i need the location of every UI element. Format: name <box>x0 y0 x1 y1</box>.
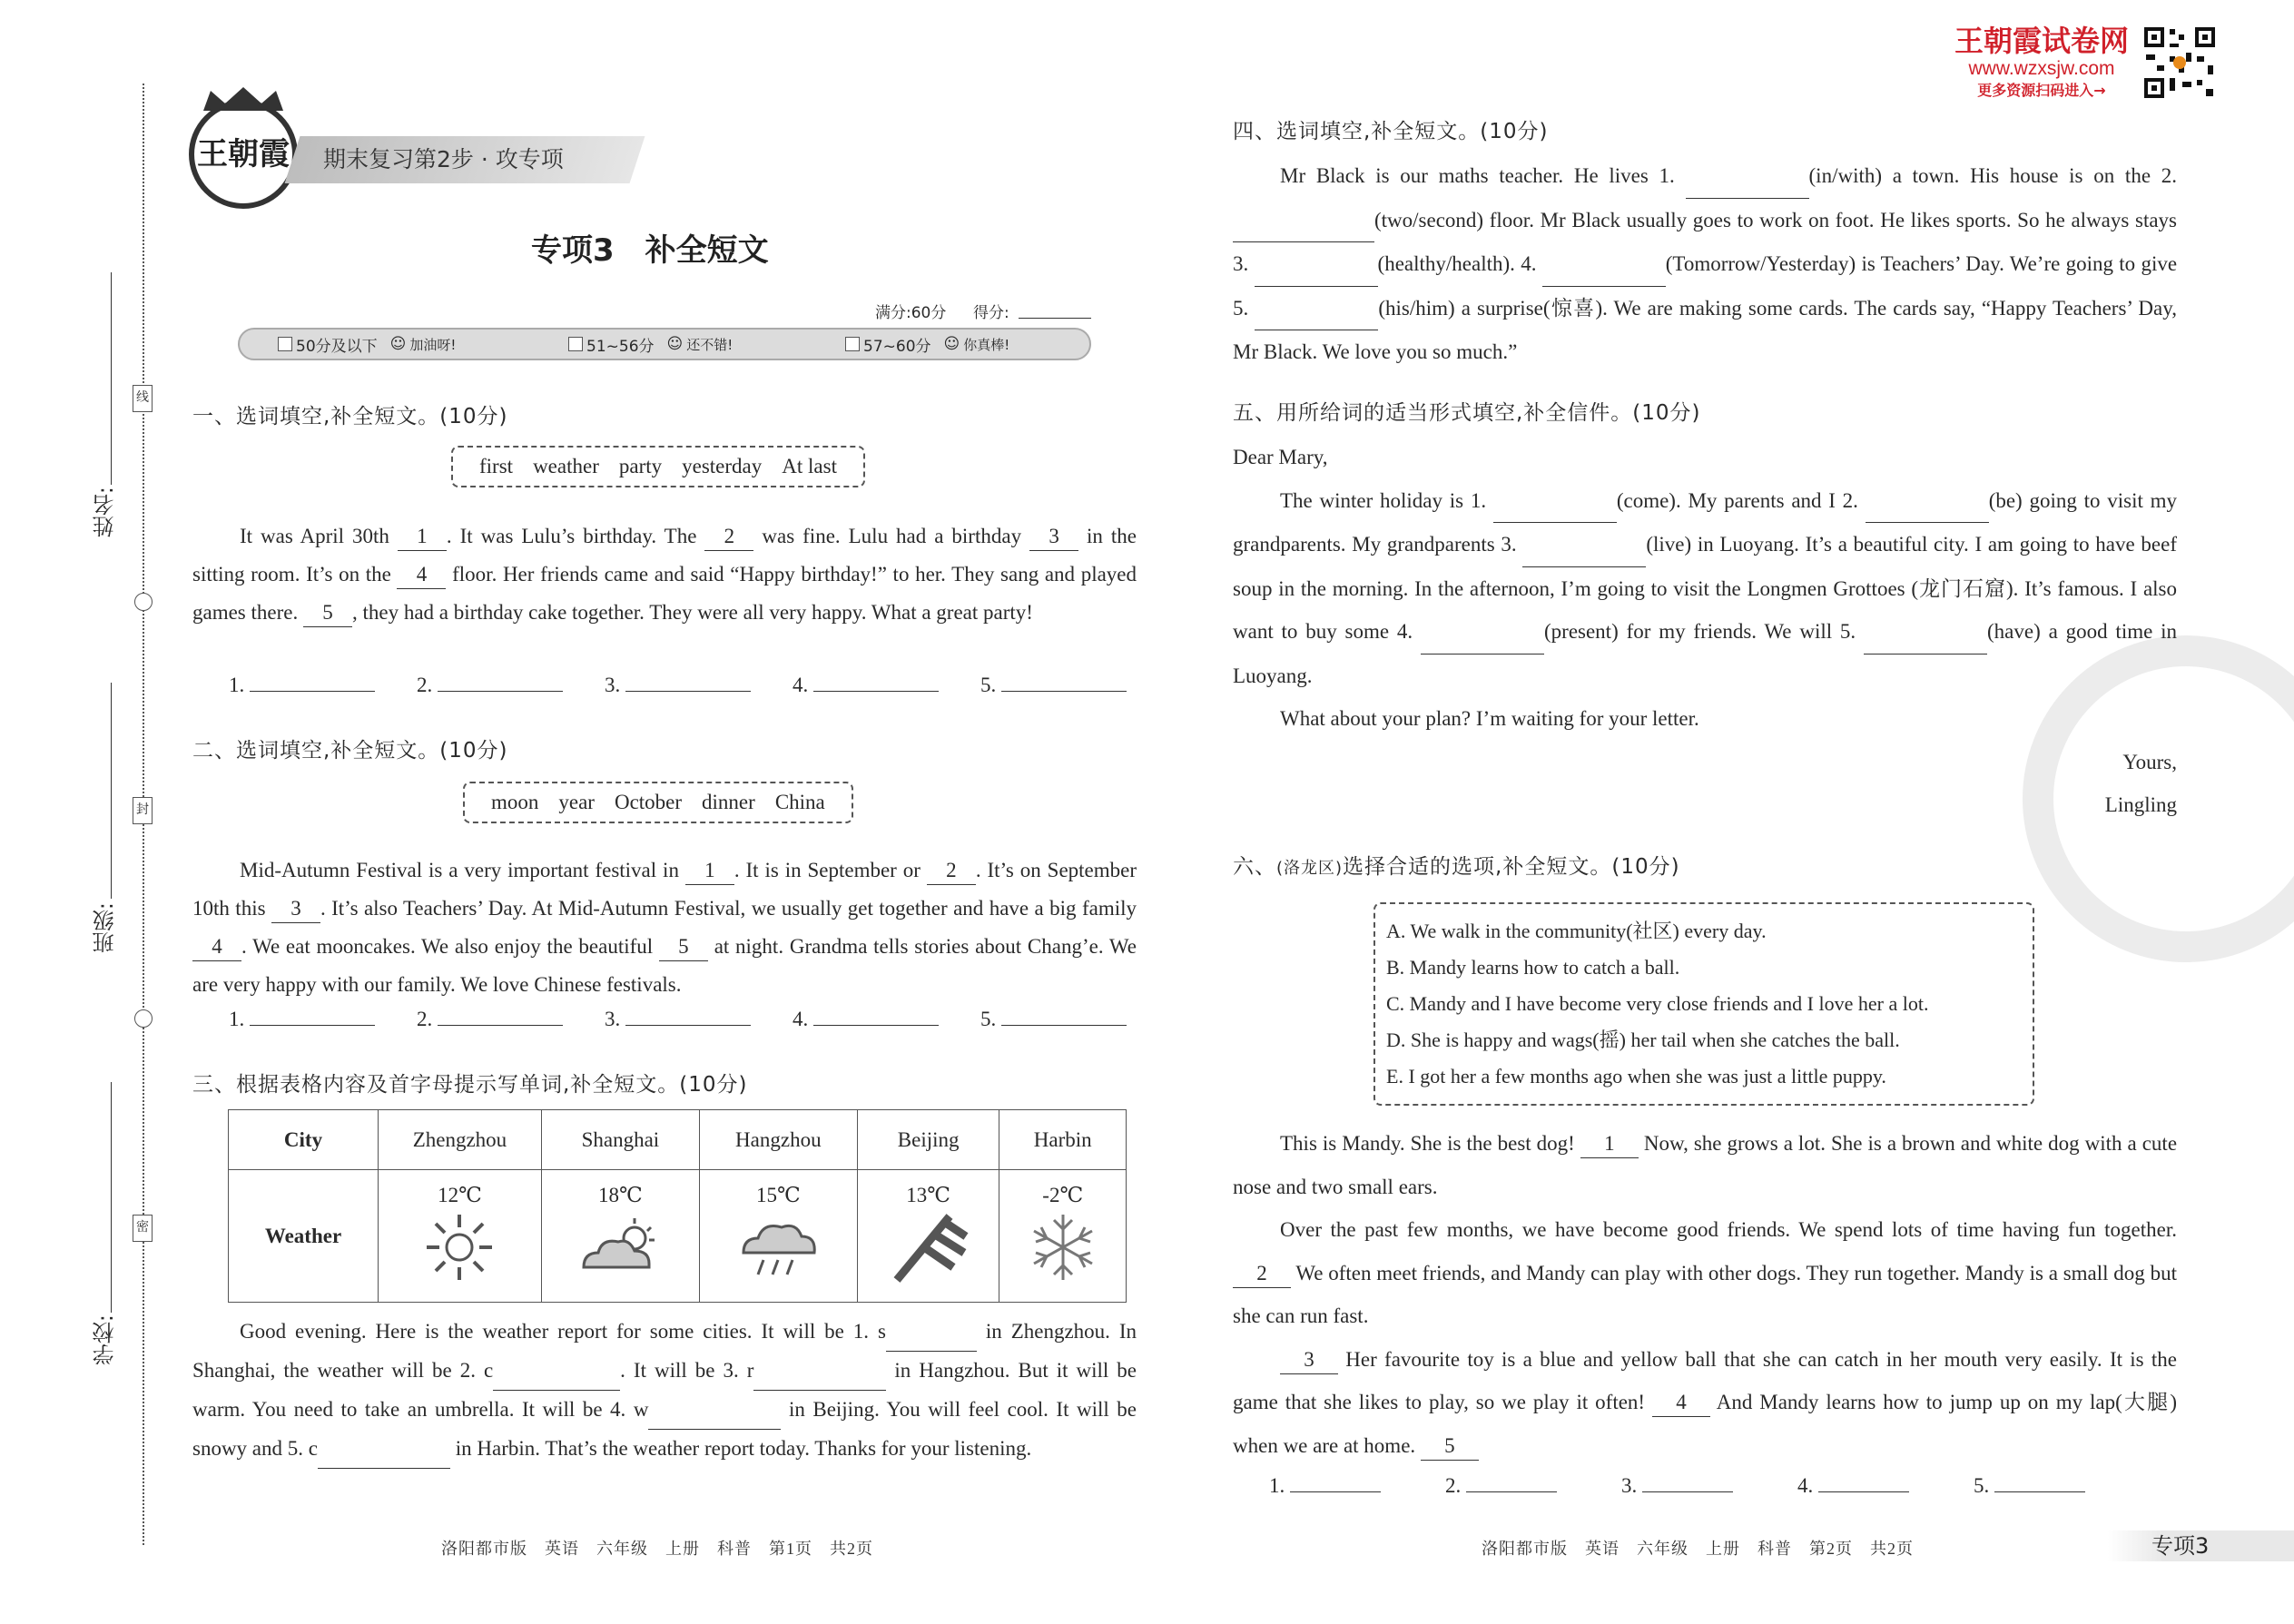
name-label: 姓名: <box>93 487 118 538</box>
weather-cell <box>541 1170 699 1303</box>
word: yesterday <box>682 455 763 477</box>
weather-cell <box>379 1170 542 1303</box>
blank-5[interactable]: 5 <box>659 933 708 961</box>
blank-3[interactable] <box>753 1352 886 1391</box>
binding-dot-2 <box>134 1009 153 1028</box>
section-4-heading: 四、选词填空,补全短文。(10分) <box>1233 120 1549 143</box>
face-icon: ☺ <box>389 335 407 353</box>
qr-code-icon[interactable] <box>2142 25 2217 100</box>
option-b: B. Mandy learns how to catch a ball. <box>1386 956 1680 979</box>
answer-field[interactable] <box>250 1025 375 1026</box>
blank-1[interactable] <box>1493 479 1617 524</box>
section-3-heading: 三、根据表格内容及首字母提示写单词,补全短文。(10分) <box>192 1073 748 1097</box>
section-6-heading: 六、(洛龙区)选择合适的选项,补全短文。(10分) <box>1233 855 1680 879</box>
section-1-heading: 一、选词填空,补全短文。(10分) <box>192 405 508 428</box>
blank-3[interactable]: 3 <box>1029 523 1078 551</box>
section-2-heading: 二、选词填空,补全短文。(10分) <box>192 739 508 763</box>
logo-text: 王朝霞 <box>197 136 290 172</box>
blank-5[interactable]: 5 <box>303 599 352 627</box>
section-6-answers: 1. 2. 3. 4. 5. <box>1269 1474 2150 1498</box>
blank-3[interactable] <box>1522 523 1646 567</box>
checkbox[interactable] <box>845 337 860 351</box>
rating-bar <box>238 328 1091 360</box>
city-cell: Shanghai <box>541 1110 699 1170</box>
table-header: Weather <box>229 1170 379 1303</box>
blank-5[interactable] <box>1864 610 1987 655</box>
blank-3[interactable]: 3 <box>271 895 320 923</box>
letter-signoff: Yours, <box>2122 750 2177 773</box>
section-tab-label: 专项3 <box>2151 1533 2210 1559</box>
class-label: 班级: <box>93 902 118 954</box>
rating-range: 51~56分 <box>586 337 655 356</box>
footer-right: 洛阳都市版 英语 六年级 上册 科普 第2页 共2页 <box>1482 1540 1914 1558</box>
cloudy-icon <box>575 1211 665 1284</box>
answer-field[interactable] <box>1290 1491 1381 1492</box>
face-icon: ☺ <box>943 335 960 353</box>
blank-1[interactable]: 1 <box>685 857 734 885</box>
letter-greeting: Dear Mary, <box>1233 446 1328 468</box>
crown-icon <box>198 87 289 113</box>
section-2-answers: 1. 2. 3. 4. 5. <box>229 1008 1168 1031</box>
sun-icon <box>423 1211 496 1284</box>
section-6-passage: This is Mandy. She is the best dog! 1 Now, she grows a lot. She is a brown and white dog with a cute nose and two small ears. Over the past few months, we have become good friends. We spend lots of time having fun together. 2 We often meet friends, and Mandy can play with other dogs. They run together. Mandy is a small dog but she can run fast. 3 Her favourite toy is a blue and yellow ball that she can catch in her mouth very easily. It is the game that she likes to play, so we play it often! 4 And Mandy learns how to jump up on my lap(大腿) when we are at home. 5 <box>1233 1122 2177 1467</box>
rating-comment: 加油呀! <box>409 336 457 353</box>
blank-4[interactable] <box>1421 610 1544 655</box>
weather-cell <box>999 1170 1127 1303</box>
blank-4[interactable]: 4 <box>397 561 446 589</box>
score-full: 满分:60分 <box>875 304 947 322</box>
word: party <box>618 455 663 477</box>
site-url: www.wzxsjw.com <box>1968 58 2115 79</box>
blank-1[interactable] <box>886 1313 977 1352</box>
section-1-passage: It was April 30th 1 . It was Lulu’s birthday. The 2 was fine. Lulu had a birthday 3 in the sitting room. It’s on the 4 floor. Her friends came and said “Happy birthday!” to her. They sang and played games there. 5 , they had a birthday cake together. They were all very happy. What a great party! <box>192 517 1137 632</box>
blank-2[interactable] <box>493 1352 620 1391</box>
binding-mark-mi: 密 <box>133 1215 153 1242</box>
snow-icon <box>1027 1211 1099 1284</box>
section-3-passage: Good evening. Here is the weather report for some cities. It will be 1. s in Zhengzhou. In Shanghai, the weather will be 2. c . It will be 3. r in Hangzhou. But it will be warm. You need to take an umbrella. It will be 4. w in Beijing. You will feel cool. It will be snowy and 5. c in Harbin. That’s the weather report today. Thanks for your listening. <box>192 1313 1137 1469</box>
name-field[interactable] <box>111 272 112 485</box>
binding-mark-xian: 线 <box>133 385 153 412</box>
page-title: 专项3 补全短文 <box>531 232 769 269</box>
face-icon: ☺ <box>666 335 684 353</box>
blank-5[interactable]: 5 <box>1421 1432 1479 1461</box>
section-1-wordbox <box>451 446 865 487</box>
blank-4[interactable] <box>648 1391 781 1430</box>
rating-comment: 你真棒! <box>963 336 1010 353</box>
letter-name: Lingling <box>2104 793 2177 816</box>
temp: 15℃ <box>755 1183 801 1206</box>
option-d: D. She is happy and wags(摇) her tail when she catches the ball. <box>1386 1029 1900 1051</box>
temp: 13℃ <box>906 1183 950 1206</box>
binding-mark-feng: 封 <box>133 797 153 824</box>
city-cell: Beijing <box>857 1110 999 1170</box>
blank-3[interactable] <box>1255 242 1378 287</box>
rating-comment: 还不错! <box>686 336 733 353</box>
blank-2[interactable] <box>1866 479 1989 524</box>
school-field[interactable] <box>111 1082 112 1313</box>
blank-2[interactable] <box>1233 199 1374 243</box>
word: moon <box>491 791 539 813</box>
section-2-passage: Mid-Autumn Festival is a very important festival in 1 . It is in September or 2 . It’s on September 10th this 3 . It’s also Teachers’ Day. At Mid-Autumn Festival, we usually get together and have a big family 4 . We eat mooncakes. We also enjoy the beautiful 5 at night. Grandma tells stories about Chang’e. We are very happy with our family. We love Chinese festivals. <box>192 859 1137 996</box>
class-field[interactable] <box>111 683 112 899</box>
city-cell: Zhengzhou <box>379 1110 542 1170</box>
section-5-letter: Dear Mary, The winter holiday is 1. (come). My parents and I 2. (be) going to visit my grandparents. My grandparents 3. (live) in Luoyang. It’s a beautiful city. I am going to have beef soup in the morning. In the afternoon, I’m going to visit the Longmen Grottoes (龙门石窟). It’s famous. I also want to buy some 4. (present) for my friends. We will 5. (have) a good time in Luoyang. What about your plan? I’m waiting for your letter. Yours, Lingling <box>1233 436 2177 827</box>
temp: -2℃ <box>1042 1183 1084 1206</box>
answer-field[interactable] <box>625 1025 751 1026</box>
blank-5[interactable] <box>1255 287 1378 331</box>
rating-item-1[interactable] <box>278 333 568 356</box>
blank-4[interactable] <box>1542 242 1666 287</box>
blank-2[interactable]: 2 <box>1233 1260 1291 1288</box>
weather-table <box>228 1109 1127 1303</box>
section-4-passage: Mr Black is our maths teacher. He lives 1. (in/with) a town. His house is on the 2. (two/second) floor. Mr Black usually goes to work on foot. He likes sports. So he always stays 3. (healthy/health). 4. (Tomorrow/Yesterday) is Teachers’ Day. We’re going to give 5. (his/him) a surprise(惊喜). We are making some cards. The cards say, “Happy Teachers’ Day, Mr Black. We love you so much.” <box>1233 154 2177 374</box>
answer-field[interactable] <box>625 691 751 692</box>
answer-field[interactable] <box>813 691 939 692</box>
table-header: City <box>229 1110 379 1170</box>
word: China <box>774 791 825 813</box>
answer-field[interactable] <box>1001 1025 1127 1026</box>
weather-cell <box>699 1170 857 1303</box>
site-name: 王朝霞试卷网 <box>1954 24 2129 58</box>
banner-text: 期末复习第2步 · 攻专项 <box>323 146 564 172</box>
option-a: A. We walk in the community(社区) every day. <box>1386 920 1767 942</box>
section-2-wordbox <box>463 782 853 823</box>
rating-range: 57~60分 <box>863 337 931 356</box>
answer-field[interactable] <box>813 1025 939 1026</box>
score-field[interactable] <box>1019 318 1091 319</box>
rating-range: 50分及以下 <box>296 337 378 356</box>
answer-field[interactable] <box>438 691 563 692</box>
blank-1[interactable]: 1 <box>398 523 447 551</box>
school-label: 学校: <box>93 1314 118 1366</box>
answer-field[interactable] <box>1818 1491 1909 1492</box>
checkbox[interactable] <box>568 337 583 351</box>
letter-closing: What about your plan? I’m waiting for your letter. <box>1280 707 1699 730</box>
rain-icon <box>733 1211 823 1284</box>
temp: 18℃ <box>598 1183 643 1206</box>
blank-4[interactable]: 4 <box>1652 1389 1710 1417</box>
blank-3[interactable]: 3 <box>1280 1346 1338 1374</box>
word: year <box>558 791 595 813</box>
section-6-options <box>1373 902 2034 1106</box>
section-5-heading: 五、用所给词的适当形式填空,补全信件。(10分) <box>1233 401 1701 425</box>
word: October <box>614 791 683 813</box>
answer-field[interactable] <box>438 1025 563 1026</box>
footer-left: 洛阳都市版 英语 六年级 上册 科普 第1页 共2页 <box>441 1540 873 1558</box>
word: first <box>479 455 514 477</box>
blank-2[interactable]: 2 <box>704 523 753 551</box>
binding-dot-1 <box>134 593 153 611</box>
site-tip: 更多资源扫码进入→ <box>1977 82 2106 99</box>
blank-1[interactable]: 1 <box>1580 1130 1639 1158</box>
checkbox[interactable] <box>278 337 292 351</box>
site-brand[interactable] <box>1946 24 2137 102</box>
section-1-answers: 1. 2. 3. 4. 5. <box>229 674 1168 697</box>
wind-icon <box>888 1211 970 1284</box>
blank-2[interactable]: 2 <box>927 857 976 885</box>
blank-1[interactable] <box>1686 154 1809 199</box>
word: weather <box>533 455 599 477</box>
answer-field[interactable] <box>1001 691 1127 692</box>
blank-5[interactable] <box>318 1430 450 1469</box>
blank-4[interactable]: 4 <box>192 933 241 961</box>
answer-field[interactable] <box>1994 1491 2085 1492</box>
option-e: E. I got her a few months ago when she was just a little puppy. <box>1386 1065 1886 1088</box>
city-cell: Hangzhou <box>699 1110 857 1170</box>
city-cell: Harbin <box>999 1110 1127 1170</box>
answer-field[interactable] <box>250 691 375 692</box>
weather-cell <box>857 1170 999 1303</box>
answer-field[interactable] <box>1466 1491 1557 1492</box>
brand-logo <box>189 100 298 209</box>
answer-field[interactable] <box>1642 1491 1733 1492</box>
rating-item-2[interactable] <box>568 333 845 356</box>
score-got: 得分: <box>973 304 1009 322</box>
word: At last <box>782 455 837 477</box>
word: dinner <box>702 791 755 813</box>
rating-item-3[interactable] <box>845 333 1009 356</box>
option-c: C. Mandy and I have become very close friends and I love her a lot. <box>1386 992 1929 1015</box>
temp: 12℃ <box>438 1183 482 1206</box>
